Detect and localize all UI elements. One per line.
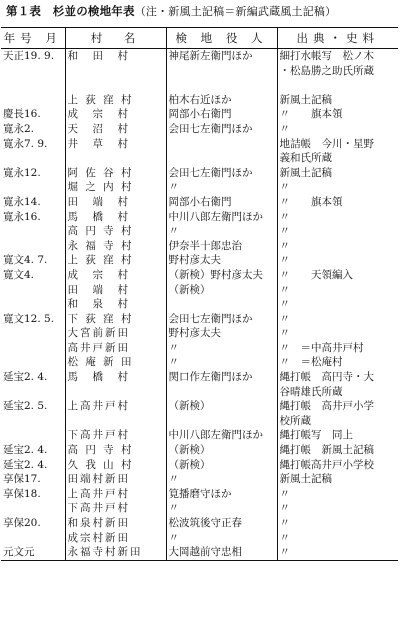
row-village <box>65 516 166 531</box>
row-source <box>277 210 398 225</box>
row-year-text: 延宝2. 4. <box>3 458 48 471</box>
row-source-continued-text: 義和氏所蔵 <box>279 152 332 165</box>
row-village-text: 堀 之 内 村 <box>67 181 134 194</box>
row-source <box>277 428 398 443</box>
table-row <box>1 312 398 327</box>
row-year <box>1 239 65 254</box>
row-village <box>65 268 166 283</box>
row-village <box>65 428 166 443</box>
row-year-text <box>3 224 65 239</box>
row-village <box>65 137 166 166</box>
row-year-text: 寛文4. 7. <box>3 254 48 267</box>
row-source-text: 〃 旗本領 <box>279 108 343 121</box>
row-source-continued-text: ・松島勝之助氏所蔵 <box>279 64 374 77</box>
row-village-text: 下高井戸村 <box>67 502 130 515</box>
row-source <box>277 370 398 399</box>
row-officer-text: 〃 <box>168 356 179 369</box>
row-village-text: 和泉村新田 <box>67 517 130 529</box>
table-row <box>1 443 398 458</box>
row-year-text <box>3 341 65 356</box>
row-source <box>277 78 398 93</box>
survey-chronology-table <box>1 27 398 561</box>
row-source <box>277 107 398 122</box>
row-officer <box>166 443 277 458</box>
row-officer-text: 柏木右近ほか <box>168 93 232 106</box>
row-year-text: 元文元 <box>3 546 35 559</box>
table-row <box>1 78 398 93</box>
row-year <box>1 137 65 166</box>
row-village-text: 井 草 村 <box>67 137 130 150</box>
row-officer-text: 岡部小右衛門 <box>168 108 232 121</box>
table-row <box>1 239 398 254</box>
row-source <box>277 239 398 254</box>
table-row <box>1 137 398 166</box>
row-officer <box>166 472 277 487</box>
row-year <box>1 531 65 546</box>
row-village <box>65 472 166 487</box>
row-officer <box>166 312 277 327</box>
row-source-text: 〃 天領編入 <box>279 268 353 281</box>
row-year <box>1 195 65 210</box>
row-officer-text: （新検） <box>168 458 211 471</box>
row-officer-text: 伊奈半十郎忠治 <box>168 239 242 252</box>
row-source-text: 細打水帳写 松ノ木 <box>279 50 374 62</box>
row-year-text: 寛文4. <box>3 268 35 281</box>
row-officer-text: 〃 <box>168 531 179 544</box>
row-village-text: 上 荻 窪 村 <box>67 254 134 267</box>
row-source-text: 新風土記稿 <box>279 473 332 486</box>
row-year-text: 寛永14. <box>3 195 41 208</box>
row-source-text: 縄打帳高井戸小学校 <box>279 458 374 471</box>
row-year-text <box>3 326 65 341</box>
row-officer <box>166 180 277 195</box>
row-year-text: 享保18. <box>3 487 41 500</box>
table-row <box>1 326 398 341</box>
row-officer <box>166 283 277 298</box>
row-village <box>65 355 166 370</box>
table-row <box>1 210 398 225</box>
row-village <box>65 166 166 181</box>
row-source-text: 〃 <box>279 239 290 252</box>
row-source-text: 縄打帳 新風土記稿 <box>279 444 374 457</box>
row-village <box>65 545 166 560</box>
header-row <box>1 28 398 49</box>
row-source <box>277 545 398 560</box>
row-year-text <box>3 78 65 93</box>
row-year <box>1 443 65 458</box>
row-source <box>277 443 398 458</box>
row-village-text: 大宮前新田 <box>67 327 130 340</box>
row-village-text: 和 田 村 <box>67 50 130 62</box>
row-officer-text: 神尾新左衛門ほか <box>168 50 253 62</box>
row-village-text: 松 庵 新 田 <box>67 356 134 369</box>
row-year <box>1 472 65 487</box>
row-village-text: 天 沼 村 <box>67 122 130 135</box>
row-source-text: 〃 <box>279 283 290 296</box>
table-row <box>1 107 398 122</box>
row-year <box>1 122 65 137</box>
row-source-text: 縄打帳 高円寺・大 <box>279 371 374 384</box>
row-village-text: 成宗村新田 <box>67 531 130 544</box>
row-year-text <box>3 283 65 298</box>
row-officer-text: （新検） <box>168 283 211 296</box>
row-village <box>65 283 166 298</box>
row-source-continued-text: 谷晴雄氏所蔵 <box>279 385 343 398</box>
row-officer <box>166 137 277 166</box>
row-source-text: 縄打帳 高井戸小学 <box>279 400 374 413</box>
row-year <box>1 210 65 225</box>
row-officer <box>166 501 277 516</box>
title-text: 第１表 杉並の検地年表 <box>6 4 135 18</box>
row-source-text: 〃 <box>279 531 290 544</box>
row-village <box>65 312 166 327</box>
row-year <box>1 487 65 502</box>
row-village <box>65 531 166 546</box>
row-source-text: 新風土記稿 <box>279 93 332 106</box>
row-officer <box>166 78 277 93</box>
row-village <box>65 49 166 79</box>
row-year <box>1 370 65 399</box>
row-source-text: 縄打帳写 同上 <box>279 429 353 442</box>
row-village <box>65 297 166 312</box>
row-officer <box>166 122 277 137</box>
row-source-text: 〃 <box>279 181 290 194</box>
table-row <box>1 93 398 108</box>
row-source <box>277 49 398 79</box>
row-officer <box>166 355 277 370</box>
row-officer-text: 大岡越前守忠相 <box>168 546 242 559</box>
row-officer-text: 会田七左衛門ほか <box>168 122 253 135</box>
row-source <box>277 283 398 298</box>
table-row <box>1 283 398 298</box>
row-year <box>1 355 65 370</box>
header-year: 年号 月 <box>1 28 65 49</box>
table-row <box>1 355 398 370</box>
row-year <box>1 166 65 181</box>
row-officer <box>166 399 277 428</box>
row-officer-text: （新検） <box>168 400 211 413</box>
row-officer <box>166 107 277 122</box>
table-row <box>1 501 398 516</box>
table-row <box>1 399 398 428</box>
row-year-text: 延宝2. 4. <box>3 444 48 457</box>
row-village-text: 永福寺村新田 <box>67 546 143 559</box>
row-officer-text: （新検）野村彦太夫 <box>168 268 263 281</box>
row-village-text: 久 我 山 村 <box>67 458 134 471</box>
row-village-text: 田 端 村 <box>67 195 130 208</box>
row-year <box>1 297 65 312</box>
row-village <box>65 78 166 93</box>
row-year <box>1 312 65 327</box>
row-officer <box>166 93 277 108</box>
row-year <box>1 458 65 473</box>
row-officer-text: 松波筑後守正春 <box>168 517 242 529</box>
header-officer: 検 地 役 人 <box>166 28 277 49</box>
row-village-text: 高井戸新田 <box>67 341 130 354</box>
row-source-text: 〃 ＝中高井戸村 <box>279 341 364 354</box>
row-year-text <box>3 355 65 370</box>
row-source-text: 〃 旗本領 <box>279 195 343 208</box>
row-officer-text: 中川八郎左衛門ほか <box>168 210 263 223</box>
row-officer-text: 野村彦太夫 <box>168 327 221 340</box>
row-year-text: 延宝2. 4. <box>3 371 48 384</box>
row-village-text: 上高井戸村 <box>67 400 130 413</box>
row-officer-text: （新検） <box>168 444 211 457</box>
row-source <box>277 531 398 546</box>
row-year <box>1 326 65 341</box>
row-source <box>277 472 398 487</box>
row-source-text: 〃 ＝松庵村 <box>279 356 343 369</box>
row-source <box>277 501 398 516</box>
row-year-text: 享保17. <box>3 473 41 486</box>
row-year <box>1 341 65 356</box>
row-officer <box>166 370 277 399</box>
row-source-text: 〃 <box>279 546 290 559</box>
row-year <box>1 224 65 239</box>
row-village <box>65 341 166 356</box>
row-officer <box>166 268 277 283</box>
row-officer-text: 〃 <box>168 181 179 194</box>
row-year <box>1 93 65 108</box>
table-row <box>1 516 398 531</box>
row-source <box>277 516 398 531</box>
row-source <box>277 297 398 312</box>
row-officer <box>166 210 277 225</box>
table-row <box>1 458 398 473</box>
row-village <box>65 501 166 516</box>
table-row <box>1 122 398 137</box>
row-source <box>277 195 398 210</box>
table-row <box>1 545 398 560</box>
row-officer-text: 〃 <box>168 502 179 515</box>
row-source-text <box>280 78 399 93</box>
row-officer <box>166 531 277 546</box>
row-village <box>65 93 166 108</box>
row-year <box>1 180 65 195</box>
row-year-text <box>3 428 65 443</box>
row-officer <box>166 49 277 79</box>
row-village <box>65 180 166 195</box>
row-officer <box>166 458 277 473</box>
row-village <box>65 107 166 122</box>
row-village-text: 下 荻 窪 村 <box>67 312 134 325</box>
row-officer-text: 会田七左衛門ほか <box>168 312 253 325</box>
row-village-text: 和 泉 村 <box>67 298 130 311</box>
table-row <box>1 341 398 356</box>
row-village <box>65 210 166 225</box>
row-officer <box>166 253 277 268</box>
row-source <box>277 458 398 473</box>
row-year <box>1 78 65 93</box>
row-source <box>277 355 398 370</box>
table-row <box>1 531 398 546</box>
table-row <box>1 195 398 210</box>
row-village <box>65 239 166 254</box>
row-officer <box>166 326 277 341</box>
row-village <box>65 370 166 399</box>
table-row <box>1 472 398 487</box>
row-officer <box>166 545 277 560</box>
row-year <box>1 428 65 443</box>
row-year <box>1 283 65 298</box>
table-row <box>1 180 398 195</box>
row-village-text: 成 宗 村 <box>67 268 130 281</box>
row-officer <box>166 297 277 312</box>
row-source-text: 〃 <box>279 298 290 311</box>
row-village <box>65 195 166 210</box>
row-year-text <box>3 180 65 195</box>
row-village-text: 下高井戸村 <box>67 429 130 442</box>
row-source <box>277 399 398 428</box>
row-officer-text <box>169 78 277 93</box>
row-year-text: 寛永16. <box>3 210 41 223</box>
row-village-text: 馬 橋 村 <box>67 210 130 223</box>
row-year <box>1 49 65 79</box>
row-officer-text: 〃 <box>168 341 179 354</box>
row-year-text: 寛永12. <box>3 166 41 179</box>
row-officer-text: 岡部小右衛門 <box>168 195 232 208</box>
row-year <box>1 545 65 560</box>
table-row <box>1 224 398 239</box>
row-village-text: 田 端 村 <box>67 283 130 296</box>
table-row <box>1 487 398 502</box>
row-village <box>65 224 166 239</box>
row-year-text: 天正19. 9. <box>3 50 55 62</box>
row-year-text: 寛文12. 5. <box>3 312 55 325</box>
row-officer <box>166 239 277 254</box>
row-village-text: 上 荻 窪 村 <box>67 93 134 106</box>
row-village <box>65 399 166 428</box>
title-note: （注・新風土記稿＝新編武蔵風土記稿） <box>134 5 337 18</box>
row-source <box>277 180 398 195</box>
row-source-text: 〃 <box>279 487 290 500</box>
row-source-text: 〃 <box>279 210 290 223</box>
row-year-text <box>3 93 65 108</box>
row-source-text: 〃 <box>279 122 290 135</box>
row-year-text: 享保20. <box>3 517 41 529</box>
table-title <box>6 3 336 19</box>
row-officer-text: 中川八郎左衛門ほか <box>168 429 263 442</box>
row-year <box>1 253 65 268</box>
row-officer-text: 関口作左衛門ほか <box>168 371 253 384</box>
row-year-text: 寛永7. 9. <box>3 137 48 150</box>
row-source <box>277 224 398 239</box>
row-officer-text <box>169 137 277 152</box>
row-village-text: 阿 佐 谷 村 <box>67 166 134 179</box>
table-row <box>1 253 398 268</box>
row-officer <box>166 341 277 356</box>
row-source <box>277 487 398 502</box>
row-officer-text: 野村彦太夫 <box>168 254 221 267</box>
row-village-text: 馬 橋 村 <box>67 371 130 384</box>
row-officer <box>166 487 277 502</box>
row-officer <box>166 516 277 531</box>
row-year-text <box>3 501 65 516</box>
row-source <box>277 137 398 166</box>
row-officer-text: 会田七左衛門ほか <box>168 166 253 179</box>
row-source-text: 〃 <box>279 517 290 529</box>
row-source-text: 〃 <box>279 502 290 515</box>
table-row <box>1 428 398 443</box>
row-officer <box>166 428 277 443</box>
table-row <box>1 166 398 181</box>
row-village-text: 成 宗 村 <box>67 108 130 121</box>
row-village <box>65 326 166 341</box>
row-source-text: 〃 <box>279 254 290 267</box>
row-officer-text: 筧播磨守ほか <box>168 487 232 500</box>
row-source-text: 地詰帳 今川・星野 <box>279 137 374 150</box>
row-village-text: 田端村新田 <box>67 473 130 486</box>
row-source <box>277 166 398 181</box>
row-source-text: 〃 <box>279 225 290 238</box>
row-source <box>277 253 398 268</box>
row-officer-text <box>169 297 277 312</box>
row-source <box>277 341 398 356</box>
row-year-text: 慶長16. <box>3 108 41 121</box>
header-village: 村 名 <box>65 28 166 49</box>
row-village <box>65 487 166 502</box>
row-village-text: 永 福 寺 村 <box>67 239 134 252</box>
row-officer <box>166 166 277 181</box>
row-village-text: 高 円 寺 村 <box>67 444 134 457</box>
row-source <box>277 326 398 341</box>
row-year <box>1 107 65 122</box>
row-source <box>277 312 398 327</box>
row-officer-text: 〃 <box>168 473 179 486</box>
row-source <box>277 93 398 108</box>
row-village <box>65 458 166 473</box>
row-village <box>65 443 166 458</box>
row-year <box>1 399 65 428</box>
row-year <box>1 268 65 283</box>
row-source-text: 〃 <box>279 327 290 340</box>
table-row <box>1 297 398 312</box>
row-year-text: 寛永2. <box>3 122 35 135</box>
row-source <box>277 122 398 137</box>
row-year-text <box>3 531 65 546</box>
row-village-text <box>68 78 166 93</box>
row-year-text <box>3 297 65 312</box>
table-body <box>1 49 398 561</box>
row-village <box>65 253 166 268</box>
header-source: 出典・史料 <box>277 28 398 49</box>
row-village-text: 高 円 寺 村 <box>67 225 134 238</box>
table-row <box>1 370 398 399</box>
row-year <box>1 501 65 516</box>
row-source-text: 新風土記稿 <box>279 166 332 179</box>
row-year-text: 延宝2. 5. <box>3 400 48 413</box>
row-source-text: 〃 <box>279 312 290 325</box>
row-year <box>1 516 65 531</box>
row-officer <box>166 195 277 210</box>
row-officer-text: 〃 <box>168 225 179 238</box>
table-row <box>1 268 398 283</box>
row-village <box>65 122 166 137</box>
row-officer <box>166 224 277 239</box>
row-village-text: 上高井戸村 <box>67 487 130 500</box>
row-year-text <box>3 239 65 254</box>
row-source-continued-text: 校所蔵 <box>279 414 311 427</box>
table-row <box>1 49 398 79</box>
row-source <box>277 268 398 283</box>
